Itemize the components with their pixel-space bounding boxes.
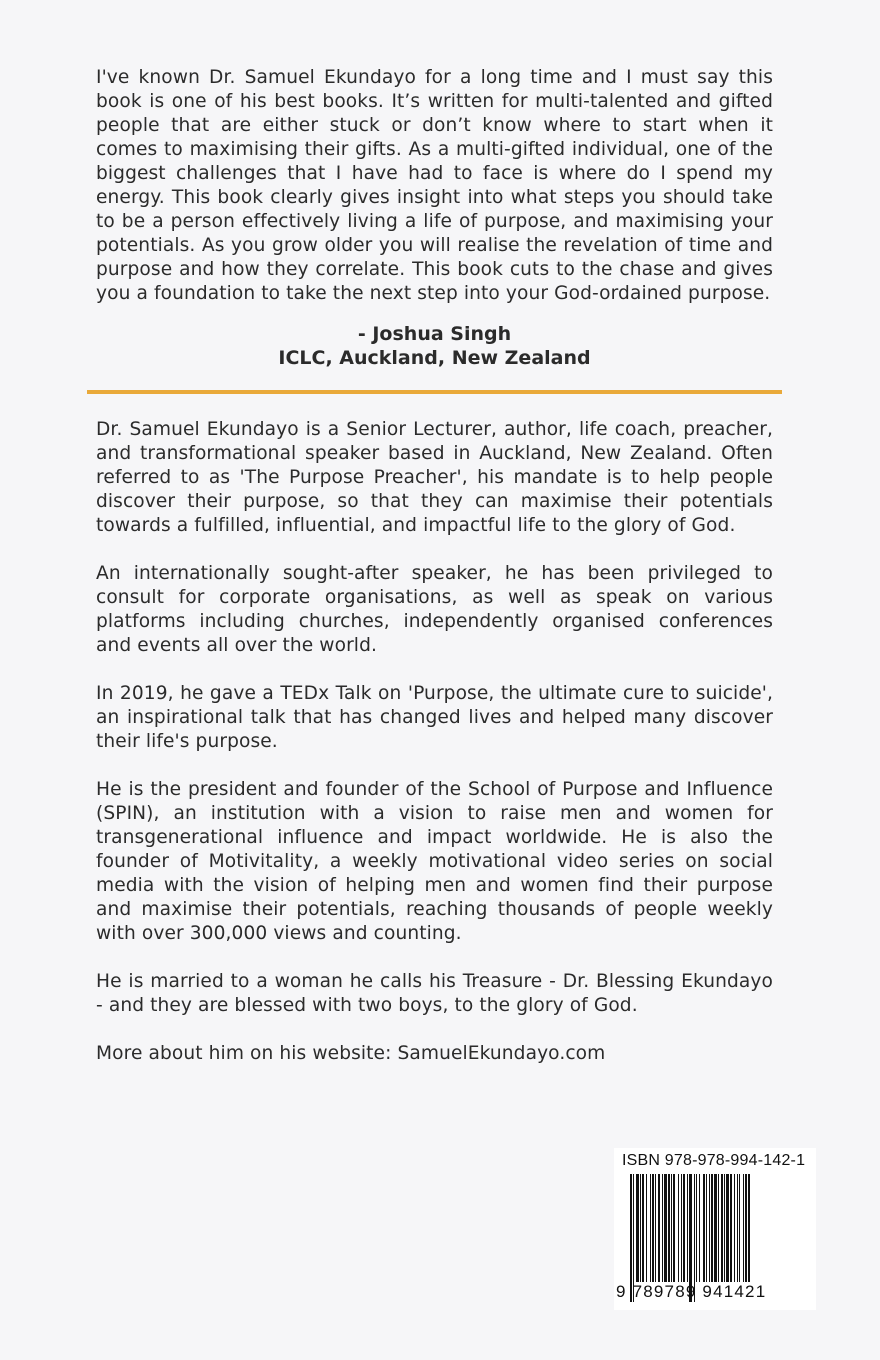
isbn-label: ISBN 978-978-994-142-1 (622, 1152, 806, 1169)
testimonial-quote: I've known Dr. Samuel Ekundayo for a long time and I must say this book is one of his best books. It’s written for multi-talented and gifted people that are either stuck or don’t know where to start when it comes to maximising their gifts. As a multi-gifted individual, one of the biggest challenges that I have had to face is where do I spend my energy. This book clearly gives insight into what steps you should take to be a person effectively living a life of purpose, and maximising your potentials. As you grow older you will realise the revelation of time and purpose and how they correlate. This book cuts to the chase and gives you a foundation to take the next step into your God-ordained purpose. (96, 67, 773, 304)
barcode-bar (646, 1174, 647, 1282)
barcode-bar (721, 1174, 723, 1282)
section-divider (87, 390, 782, 394)
barcode-bar (678, 1174, 679, 1282)
barcode-bar (636, 1174, 639, 1282)
barcode-bar (681, 1174, 682, 1282)
barcode-bar (703, 1174, 705, 1282)
barcode-bar (642, 1174, 644, 1282)
barcode-bar (745, 1174, 747, 1282)
isbn-barcode (614, 1148, 816, 1310)
barcode-digits: 9 789789 941421 (616, 1282, 767, 1301)
author-bio (96, 418, 773, 1066)
barcode-bar (737, 1174, 738, 1282)
barcode-bar (696, 1174, 697, 1282)
barcode-bar (664, 1174, 667, 1282)
bio-paragraph: In 2019, he gave a TEDx Talk on 'Purpose, the ultimate cure to suicide', an inspirational talk that has changed lives and helped many discover their life's purpose. (96, 683, 773, 752)
barcode-bar (658, 1174, 660, 1282)
barcode-bar (748, 1174, 750, 1282)
barcode-bar (709, 1174, 710, 1282)
barcode-bar (726, 1174, 729, 1282)
barcode-bar (668, 1174, 670, 1282)
barcode-bar (714, 1174, 717, 1282)
barcode-bar (662, 1174, 663, 1282)
bio-paragraph: He is the president and founder of the School of Purpose and Influence (SPIN), an institution with a vision to raise men and women for transgenerational influence and impact worldwide. He is also the founder of Motivitality, a weekly motivational video series on social media with the vision of helping men and women find their purpose and maximise their potentials, reaching thousands of people weekly with over 300,000 views and counting. (96, 779, 773, 944)
barcode-bar (652, 1174, 654, 1282)
barcode-bar (739, 1174, 740, 1282)
barcode-bar (673, 1174, 675, 1282)
back-cover-content (96, 66, 773, 1090)
barcode-bar (655, 1174, 656, 1282)
barcode-bar (699, 1174, 700, 1282)
barcode-bar (687, 1174, 688, 1282)
barcode-bar (671, 1174, 672, 1282)
barcode-bar (743, 1174, 744, 1282)
testimonial-author: - Joshua Singh (357, 323, 512, 345)
barcode-bar (724, 1174, 725, 1282)
barcode-bar (730, 1174, 732, 1282)
testimonial-affiliation: ICLC, Auckland, New Zealand (278, 347, 591, 369)
barcode-bar (650, 1174, 651, 1282)
barcode-bar (706, 1174, 707, 1282)
website-line: More about him on his website: SamuelEkundayo.com (96, 1043, 606, 1064)
barcode-bar (711, 1174, 713, 1282)
barcode-bar (734, 1174, 735, 1282)
barcode-bar (683, 1174, 685, 1282)
bio-paragraph: Dr. Samuel Ekundayo is a Senior Lecturer, author, life coach, preacher, and transformational speaker based in Auckland, New Zealand. Often referred to as 'The Purpose Preacher', his mandate is to help people discover their purpose, so that they can maximise their potentials towards a fulfilled, influential, and impactful life to the glory of God. (96, 419, 773, 536)
bio-paragraph: An internationally sought-after speaker, he has been privileged to consult for corporate organisations, as well as speak on various platforms including churches, independently organised conferences and events all over the world. (96, 563, 773, 656)
barcode-bar (640, 1174, 641, 1282)
barcode-bar (718, 1174, 719, 1282)
bio-paragraph: He is married to a woman he calls his Treasure - Dr. Blessing Ekundayo - and they are blessed with two boys, to the glory of God. (96, 971, 773, 1016)
